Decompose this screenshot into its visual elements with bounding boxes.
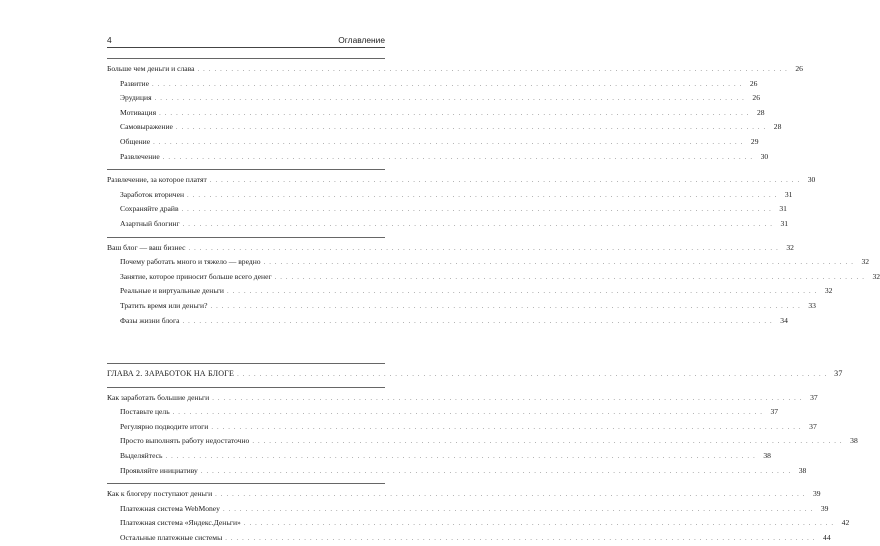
dot-leader [176, 121, 766, 135]
dot-leader [173, 406, 763, 420]
toc-page-number: 42 [841, 518, 850, 528]
dot-leader [225, 532, 815, 546]
dot-leader [212, 392, 802, 406]
dot-leader [223, 503, 813, 517]
toc-page-number: 28 [756, 107, 765, 117]
toc-item [107, 135, 759, 150]
toc-item-title: Регулярно подводите итоги [120, 421, 209, 431]
toc-page-number: 37 [810, 392, 818, 402]
toc-page-number: 32 [861, 257, 870, 267]
toc-page-number: 31 [784, 189, 793, 199]
toc-section-title: Развлечение, за которое платят [107, 175, 207, 185]
toc-item [107, 516, 850, 531]
toc-page-number: 26 [795, 64, 803, 73]
running-title: Оглавление [338, 35, 385, 45]
dot-leader [211, 421, 801, 435]
dot-leader [152, 78, 742, 92]
dot-leader [198, 63, 788, 77]
dot-leader [159, 107, 749, 121]
toc-page-number: 38 [763, 451, 771, 461]
section-divider [107, 483, 385, 484]
toc-item [107, 188, 793, 203]
toc-item [107, 255, 870, 270]
section-divider [107, 387, 385, 388]
dot-leader [264, 256, 854, 270]
toc-item-title: Азартный блогинг [120, 218, 180, 228]
toc-section [107, 487, 850, 545]
toc-section-title: Как заработать большие деньги [107, 392, 210, 402]
toc-item [107, 449, 771, 464]
toc-page-number: 39 [813, 489, 821, 499]
dot-leader [183, 218, 773, 232]
dot-leader [153, 136, 743, 150]
toc-section-title: Ваш блог — ваш бизнес [107, 242, 186, 252]
toc-item-title: Фазы жизни блога [120, 315, 180, 325]
dot-leader [201, 465, 791, 479]
toc-page-number: 34 [780, 315, 788, 325]
toc-item [107, 314, 788, 329]
toc-item [107, 106, 765, 121]
toc-item [107, 531, 831, 546]
toc-section-row [107, 62, 803, 77]
dot-leader [244, 517, 834, 531]
toc-section [107, 173, 816, 231]
toc-item [107, 202, 787, 217]
toc-item-title: Платежная система «Яндекс.Деньги» [120, 518, 241, 528]
toc-item [107, 502, 829, 517]
dot-leader [275, 271, 865, 285]
toc-item [107, 434, 858, 449]
toc-item-title: Поставьте цель [120, 407, 170, 417]
toc-page-number: 37 [834, 369, 843, 379]
toc-item [107, 150, 769, 165]
toc-item-title: Тратить время или деньги? [120, 300, 208, 310]
toc-page-number: 38 [850, 436, 858, 446]
toc-item-title: Развитие [120, 78, 149, 88]
toc-section-title: Больше чем деньги и слава [107, 64, 195, 73]
toc-page-number: 31 [780, 218, 789, 228]
toc-item [107, 91, 761, 106]
toc-page [107, 31, 880, 546]
toc-item [107, 270, 880, 285]
page-header [107, 31, 385, 48]
chapter-heading [107, 367, 843, 382]
toc-section-row [107, 241, 794, 256]
toc-section [107, 62, 803, 164]
toc-item-title: Эрудиция [120, 93, 152, 103]
toc-item [107, 284, 833, 299]
toc-page-number: 33 [808, 300, 816, 310]
dot-leader [163, 151, 753, 165]
dot-leader [237, 368, 827, 382]
toc-item [107, 420, 817, 435]
toc-section-row [107, 173, 816, 188]
toc-page-number: 32 [872, 271, 880, 281]
toc-item-title: Просто выполнять работу недостаточно [120, 436, 250, 446]
toc-page-number: 37 [770, 407, 779, 417]
toc-item-title: Развлечение [120, 151, 160, 161]
toc-item-title: Общение [120, 136, 151, 146]
toc-page-number: 32 [824, 286, 833, 296]
section-divider [107, 237, 385, 238]
toc-item [107, 217, 789, 232]
toc-item [107, 77, 758, 92]
toc-item-title: Заработок вторичен [120, 189, 185, 199]
dot-leader [165, 450, 755, 464]
toc-page-number: 39 [820, 503, 829, 513]
page-number: 4 [107, 35, 112, 45]
dot-leader [215, 488, 805, 502]
toc-item [107, 405, 779, 420]
toc-item [107, 120, 782, 135]
dot-leader [188, 242, 778, 256]
toc-item-title: Остальные платежные системы [120, 533, 223, 543]
toc-section [107, 241, 880, 329]
toc-page-number: 37 [809, 421, 817, 431]
toc-item-title: Мотивация [120, 107, 157, 117]
toc-item-title: Проявляйте инициативу [120, 465, 198, 475]
section-divider [107, 58, 385, 59]
toc-page-number: 26 [749, 78, 758, 88]
toc-item-title: Сохраняйте драйв [120, 204, 179, 214]
section-divider [107, 363, 385, 364]
dot-leader [155, 92, 745, 106]
toc-page-number: 31 [779, 204, 787, 214]
toc-page-number: 26 [752, 93, 761, 103]
dot-leader [252, 435, 842, 449]
toc-item-title: Платежная система WebMoney [120, 503, 220, 513]
toc-section-row [107, 487, 821, 502]
dot-leader [182, 315, 772, 329]
dot-leader [210, 300, 800, 314]
toc-item-title: Выделяйтесь [120, 451, 163, 461]
toc-page-number: 29 [750, 136, 759, 146]
toc-page-number: 28 [773, 122, 782, 132]
toc-item [107, 299, 816, 314]
chapter-title: ГЛАВА 2. ЗАРАБОТОК НА БЛОГЕ [107, 369, 235, 379]
toc-page-number: 38 [798, 465, 807, 475]
toc-page-number: 30 [807, 175, 816, 185]
toc-item [107, 464, 807, 479]
toc-section-row [107, 391, 818, 406]
toc-page-number: 44 [823, 533, 831, 543]
dot-leader [227, 285, 817, 299]
section-divider [107, 169, 385, 170]
chapter-spacer [107, 328, 385, 358]
toc-page-number: 30 [760, 151, 769, 161]
toc-item-title: Почему работать много и тяжело — вредно [120, 257, 261, 267]
toc-item-title: Занятие, которое приносит больше всего денег [120, 271, 272, 281]
toc-section-title: Как к блогеру поступают деньги [107, 489, 213, 499]
toc-item-title: Самовыражение [120, 122, 173, 132]
dot-leader [182, 203, 772, 217]
toc-section [107, 391, 858, 479]
dot-leader [210, 174, 800, 188]
dot-leader [187, 189, 777, 203]
toc-item-title: Реальные и виртуальные деньги [120, 286, 224, 296]
toc-page-number: 32 [786, 242, 794, 252]
